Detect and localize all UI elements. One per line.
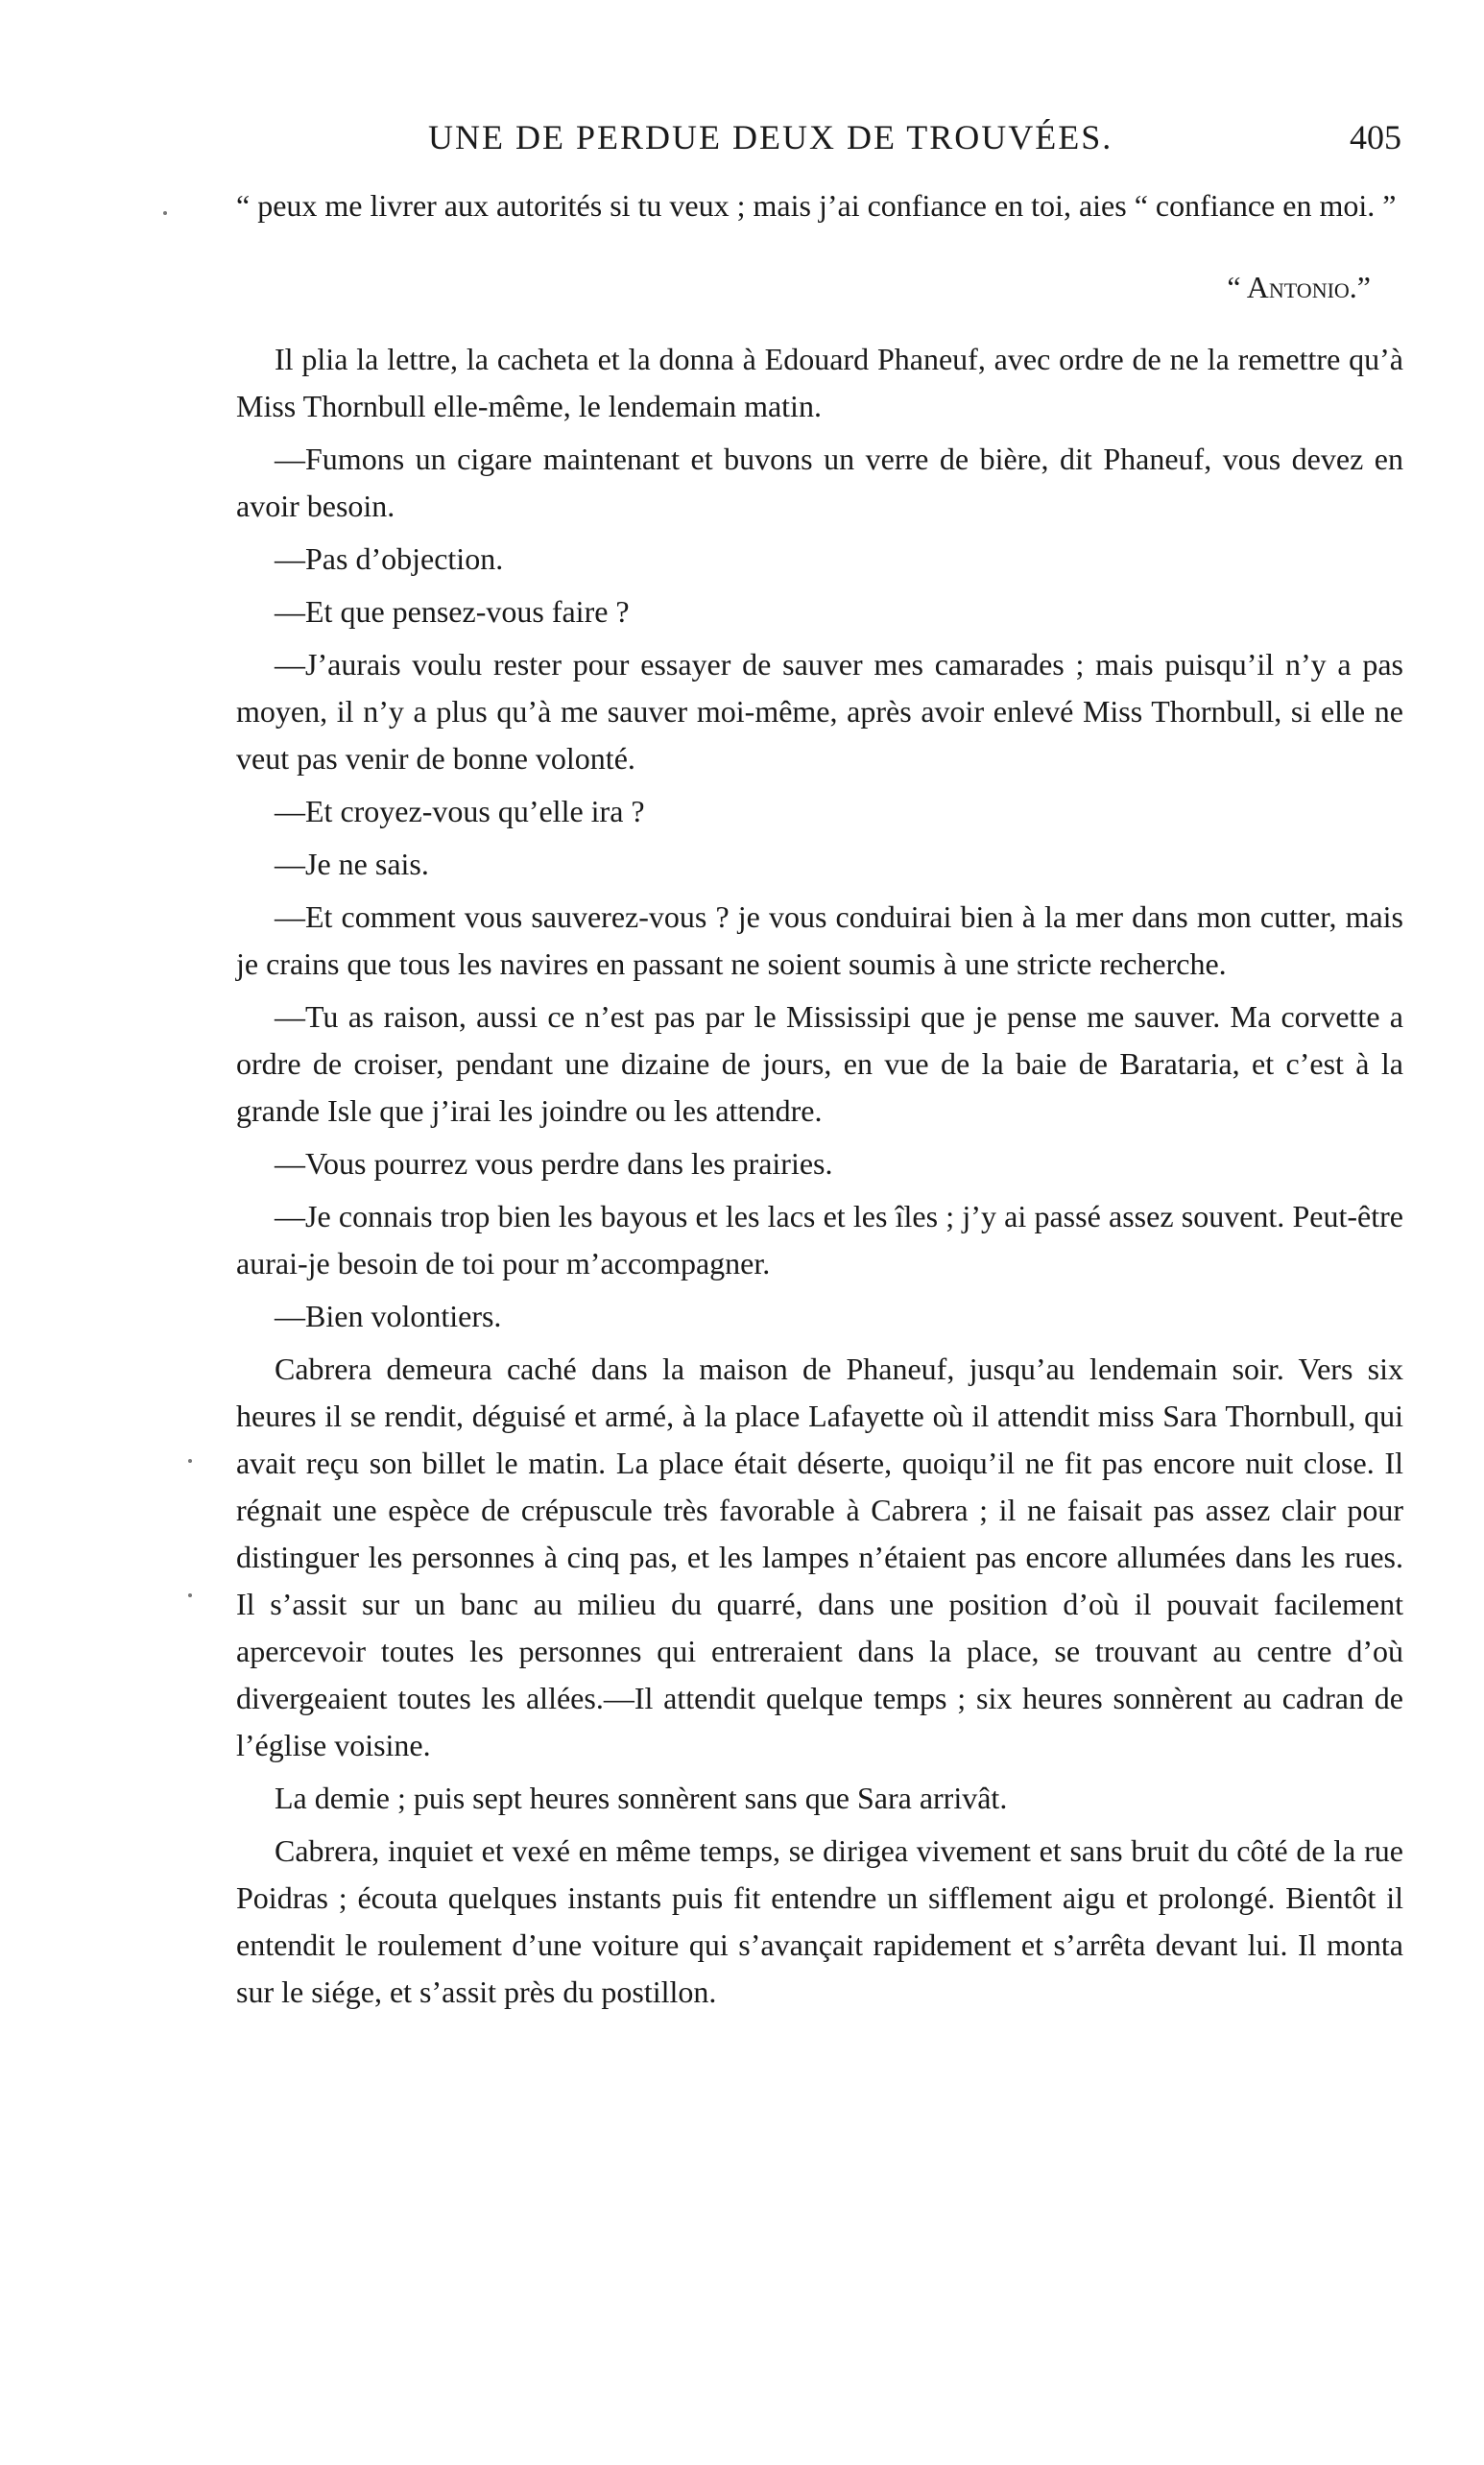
margin-mark <box>188 1593 192 1597</box>
body-text <box>236 182 1403 2022</box>
margin-mark <box>163 211 167 215</box>
letter-continuation: “ peux me livrer aux autorités si tu veux ; mais j’ai confiance en toi, aies “ confiance en moi. ” <box>236 188 1397 223</box>
letter-signature: “ Antonio.” <box>1227 270 1371 304</box>
paragraph: —Et comment vous sauverez-vous ? je vous conduirai bien à la mer dans mon cutter, mais je crains que tous les navires en passant ne soient soumis à une stricte recherche. <box>236 899 1403 981</box>
paragraph: Cabrera, inquiet et vexé en même temps, se dirigea vivement et sans bruit du côté de la rue Poidras ; écouta quelques instants puis fit entendre un sifflement aigu et prolongé. Bientôt il entendit le roulement d’une voiture qui s’avançait rapidement et s’arrêta devant lui. Il monta sur le siége, et s’assit près du postillon. <box>236 1833 1403 2009</box>
paragraph: Il plia la lettre, la cacheta et la donna à Edouard Phaneuf, avec ordre de ne la remettre qu’à Miss Thornbull elle-même, le lendemain matin. <box>236 342 1403 423</box>
paragraph: —Bien volontiers. <box>275 1299 502 1333</box>
paragraph: La demie ; puis sept heures sonnèrent sans que Sara arrivât. <box>275 1781 1008 1815</box>
paragraph: —Fumons un cigare maintenant et buvons un verre de bière, dit Phaneuf, vous devez en avoir besoin. <box>236 442 1403 523</box>
paragraph: —Tu as raison, aussi ce n’est pas par le Mississipi que je pense me sauver. Ma corvette a ordre de croiser, pendant une dizaine de jours, en vue de la baie de Barataria, et c’est à la grande Isle que j’irai les joindre ou les attendre. <box>236 999 1403 1128</box>
paragraph: —Je ne sais. <box>275 847 429 881</box>
running-title: UNE DE PERDUE DEUX DE TROUVÉES. <box>428 118 1113 156</box>
paragraph: —Et croyez-vous qu’elle ira ? <box>275 794 645 828</box>
paragraph: —Je connais trop bien les bayous et les lacs et les îles ; j’y ai passé assez souvent. Peut-être aurai-je besoin de toi pour m’accompagner. <box>236 1199 1403 1280</box>
paragraph: —Vous pourrez vous perdre dans les prairies. <box>275 1146 833 1181</box>
page-header <box>240 113 1401 171</box>
page-number: 405 <box>1350 118 1401 156</box>
paragraph: —J’aurais voulu rester pour essayer de sauver mes camarades ; mais puisqu’il n’y a pas moyen, il n’y a plus qu’à me sauver moi-même, après avoir enlevé Miss Thornbull, si elle ne veut pas venir de bonne volonté. <box>236 647 1403 776</box>
paragraph: Cabrera demeura caché dans la maison de Phaneuf, jusqu’au lendemain soir. Vers six heures il se rendit, déguisé et armé, à la place Lafayette où il attendit miss Sara Thornbull, qui avait reçu son billet le matin. La place était déserte, quoiqu’il ne fit pas encore nuit close. Il régnait une espèce de crépuscule très favorable à Cabrera ; il ne faisait pas assez clair pour distinguer les personnes à cinq pas, et les lampes n’étaient pas encore allumées dans les rues. Il s’assit sur un banc au milieu du quarré, dans une position d’où il pouvait facilement apercevoir toutes les personnes qui entreraient dans la place, se trouvant au centre d’où divergeaient toutes les allées.—Il attendit quelque temps ; six heures sonnèrent au cadran de l’église voisine. <box>236 1352 1403 1762</box>
paragraph: —Et que pensez-vous faire ? <box>275 594 630 629</box>
margin-mark <box>188 1459 192 1463</box>
paragraph: —Pas d’objection. <box>275 541 504 576</box>
